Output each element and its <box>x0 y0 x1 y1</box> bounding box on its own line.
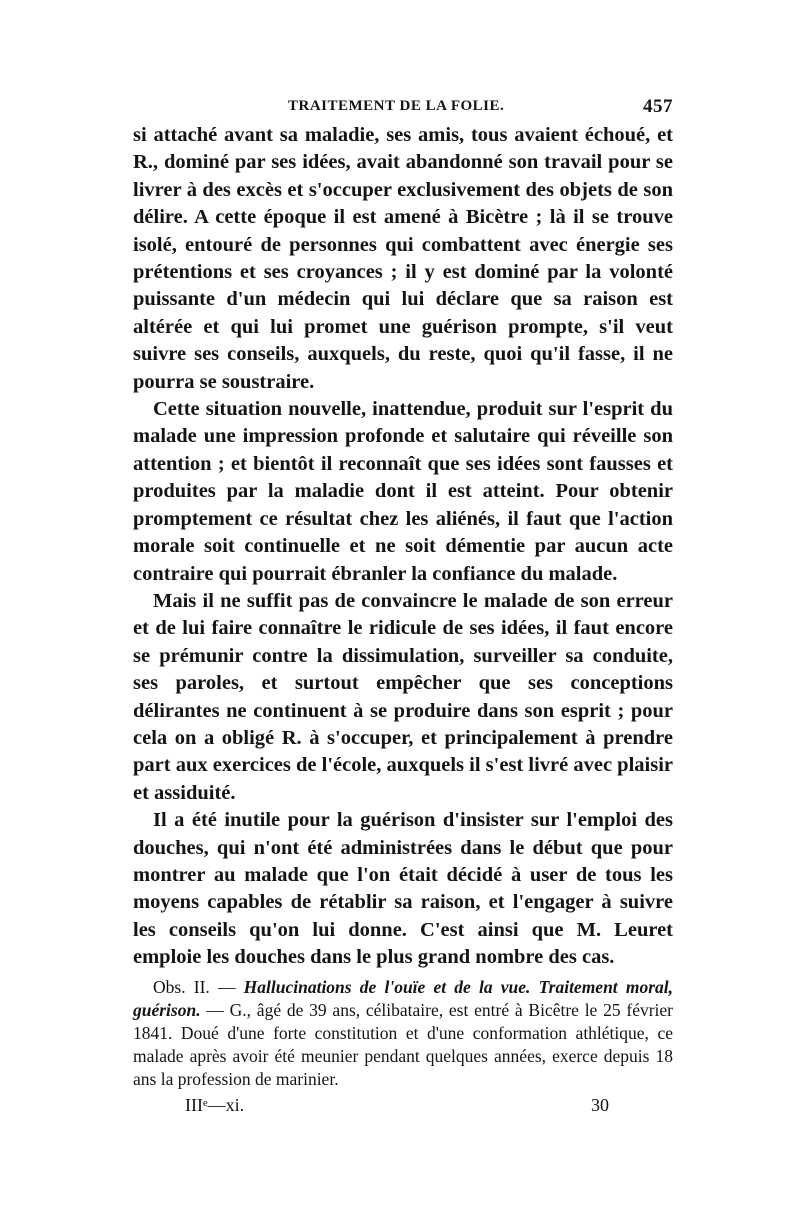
paragraph-3: Mais il ne suffit pas de convaincre le malade de son erreur et de lui faire connaître le ridicule de ses idées, il faut encore se prémunir contre la dissimulation, surveiller sa conduite, ses paroles, et surtout empêcher que ses conceptions délirantes ne continuent à se produire dans son esprit ; pour cela on a obligé R. à s'occuper, et principalement à prendre part aux exercices de l'école, auxquels il s'est livré avec plaisir et assiduité. <box>133 589 673 804</box>
signature-mark: IIIᵉ—xi. <box>185 1094 245 1115</box>
running-title: TRAITEMENT DE LA FOLIE. <box>288 98 505 114</box>
observation-paragraph <box>133 976 673 1091</box>
running-head <box>133 94 673 122</box>
paragraph-4: Il a été inutile pour la guérison d'insister sur l'emploi des douches, qui n'ont été administrées dans le début que pour montrer au malade que l'on était décidé à user de tous les moyens capables de rétablir sa raison, et l'engager à suivre les conseils qu'on lui donne. C'est ainsi que M. Leuret emploie les douches dans le plus grand nombre des cas. <box>133 809 673 969</box>
book-page <box>133 94 673 1121</box>
observation-title: Hallucinations de l'ouïe et de la vue. Traitement moral, guérison. <box>133 976 674 1020</box>
paragraph-1: si attaché avant sa maladie, ses amis, tous avaient échoué, et R., dominé par ses idées, avait abandonné son travail pour se livrer à des excès et s'occuper exclusivement des objets de son délire. A cette époque il est amené à Bicètre ; là il se trouve isolé, entouré de personnes qui combattent avec énergie ses prétentions et ses croyances ; il y est dominé par la volonté puissante d'un médecin qui lui déclare que sa raison est altérée et qui lui promet une guérison prompte, s'il veut suivre ses conseils, auxquels, du reste, quoi qu'il fasse, il ne pourra se soustraire. <box>133 124 673 393</box>
signature-number: 30 <box>591 1094 609 1115</box>
observation-text: — G., âgé de 39 ans, célibataire, est entré à Bicêtre le 25 février 1841. Doué d'une forte constitution et d'une conformation athlétique, ce malade après avoir été meunier pendant quelques années, exerce depuis 18 ans la profession de marinier. <box>133 999 673 1089</box>
observation-label: Obs. II. — <box>153 976 236 997</box>
page-number: 457 <box>643 96 673 117</box>
paragraph-2: Cette situation nouvelle, inattendue, produit sur l'esprit du malade une impression profonde et salutaire qui réveille son attention ; et bientôt il reconnaît que ses idées sont fausses et produites par la maladie dont il est atteint. Pour obtenir promptement ce résultat chez les aliénés, il faut que l'action morale soit continuelle et ne soit démentie par aucun acte contraire qui pourrait ébranler la confiance du malade. <box>133 398 673 585</box>
body-text <box>133 122 673 1091</box>
signature-line <box>133 1093 673 1121</box>
